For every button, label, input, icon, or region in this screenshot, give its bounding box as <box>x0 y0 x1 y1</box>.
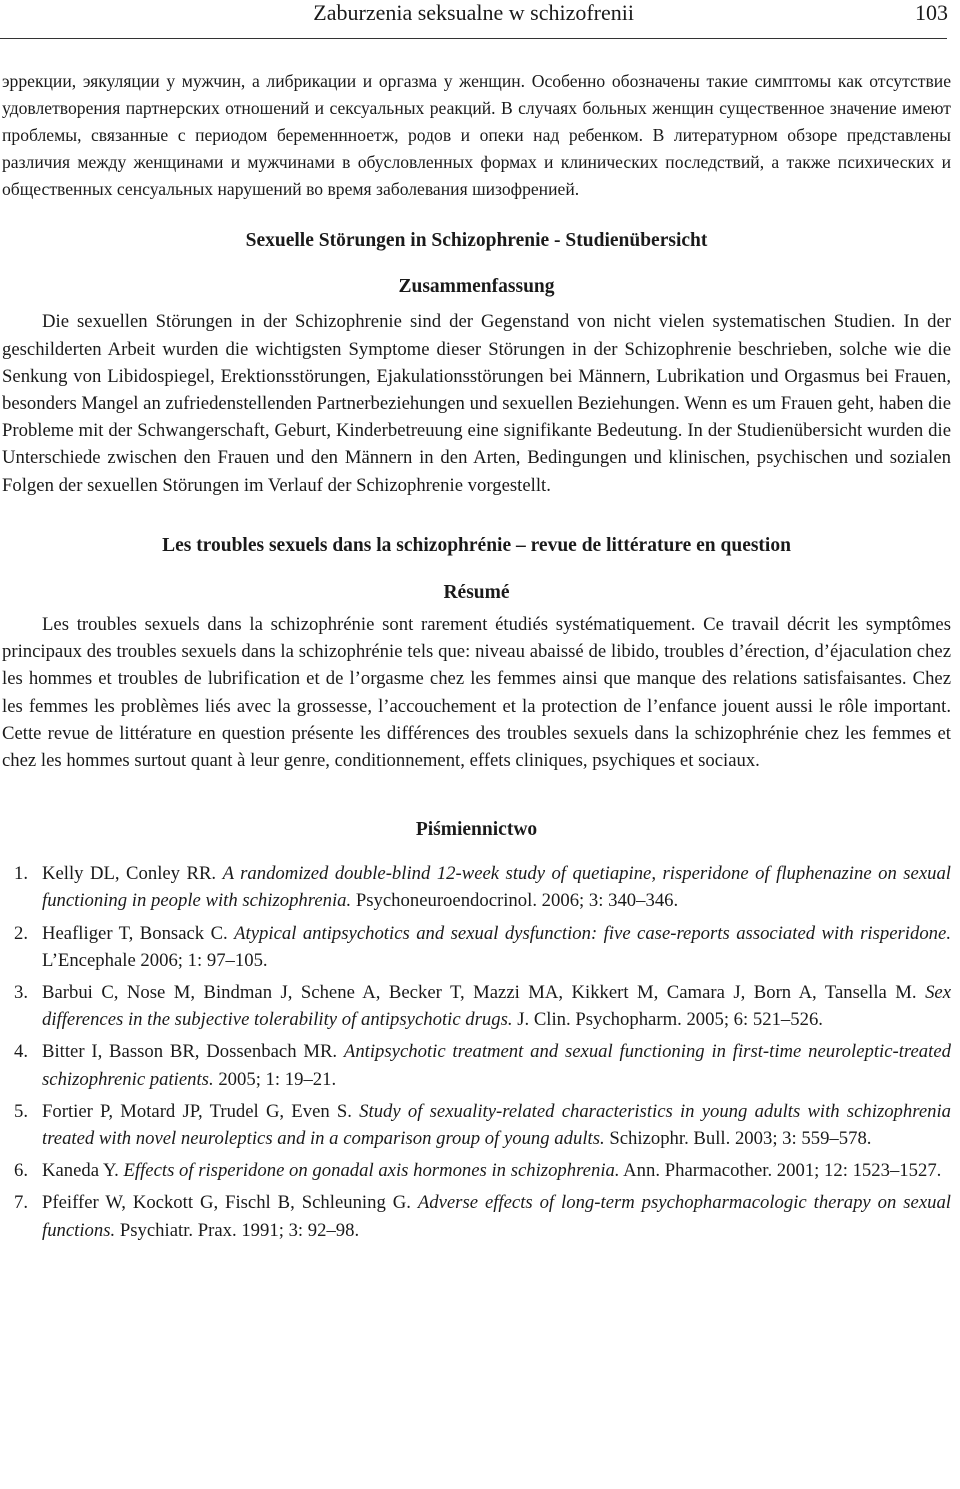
header-rule <box>0 38 947 39</box>
reference-number: 6. <box>14 1160 29 1182</box>
reference-title: Effects of risperidone on gonadal axis hormones in schizophrenia. <box>123 1160 620 1182</box>
german-summary-subtitle: Zusammenfassung <box>398 276 555 298</box>
reference-number: 7. <box>14 1192 29 1214</box>
reference-authors: Kaneda Y. <box>42 1160 124 1182</box>
reference-item <box>2 920 951 974</box>
page-content <box>2 68 951 1249</box>
reference-item <box>2 1189 951 1243</box>
reference-title: Study of sexuality-related characteristics in young adults with schizophrenia treated with novel neuroleptics and in a comparison group of young adults. <box>42 1100 952 1149</box>
reference-title: Adverse effects of long-term psychopharmacologic therapy on sexual functions. <box>42 1192 951 1241</box>
reference-title: Sex differences in the subjective tolerability of antipsychotic drugs. <box>42 981 951 1031</box>
reference-authors: Pfeiffer W, Kockott G, Fischl B, Schleuning G. <box>42 1192 418 1214</box>
reference-title: A randomized double-blind 12-week study of quetiapine, risperidone of fluphenazine on sexual functioning in people with schizophrenia. <box>42 863 952 912</box>
russian-summary-continuation: эррекции, эякуляции у мужчин, а либрикации и оргазма у женщин. Особенно обозначены такие симптомы как отсутствие удовлетворения партнерских отношений и сексуальных реакций. В случаях больных женщин существенное значение имеют проблемы, связанные с периодом беременнноетж, родов и опеки над ребенком. В литературном обзоре представлены различия между женщинами и мужчинами в обусловленных формах и клинических последствий, а также психических и общественных сенсуальных нарушений во время заболевания шизофренией. <box>2 71 951 200</box>
reference-source: Psychiatr. Prax. 1991; 3: 92–98. <box>115 1219 360 1241</box>
reference-number: 1. <box>14 863 29 885</box>
reference-source: 2005; 1: 19–21. <box>213 1068 337 1090</box>
reference-title: Antipsychotic treatment and sexual functioning in first-time neuroleptic-treated schizophrenic patients. <box>42 1041 951 1090</box>
reference-authors: Fortier P, Motard JP, Trudel G, Even S. <box>42 1100 360 1122</box>
french-summary-subtitle: Résumé <box>443 581 510 603</box>
reference-source: Psychoneuroendocrinol. 2006; 3: 340–346. <box>351 890 679 912</box>
french-summary-title: Les troubles sexuels dans la schizophrénie – revue de littérature en question <box>162 534 791 556</box>
reference-list <box>2 860 951 1244</box>
german-summary-body: Die sexuellen Störungen in der Schizophrenie sind der Gegenstand von nicht vielen systematischen Studien. In der geschilderten Arbeit wurden die wichtigsten Symptome dieser Störungen in der Schizophrenie beschrieben, solche wie die Senkung von Libidospiegel, Erektionsstörungen, Ejakulationsstörungen bei Männern, Lubrikation und Orgasmus bei Frauen, besonders Mangel an zufriedenstellenden Partnerbeziehungen und sexuellen Beziehungen. Wenn es um Frauen geht, haben die Probleme mit der Schwangerschaft, Geburt, Kinderbetreuung eine signifikante Bedeutung. In der Studienübersicht wurden die Unterschiede zwischen den Frauen und den Männern in den Arten, Bedingungen und klinischen, psychischen und sozialen Folgen der sexuellen Störungen im Verlauf der Schizophrenie vorgestellt. <box>2 311 951 496</box>
reference-authors: Bitter I, Basson BR, Dossenbach MR. <box>42 1041 344 1063</box>
page-number: 103 <box>915 0 948 25</box>
reference-number: 4. <box>14 1041 29 1063</box>
reference-source: Schizophr. Bull. 2003; 3: 559–578. <box>604 1127 872 1149</box>
reference-number: 3. <box>14 981 29 1003</box>
reference-source: Ann. Pharmacother. 2001; 12: 1523–1527. <box>619 1160 942 1182</box>
reference-item <box>2 1098 951 1152</box>
reference-source: J. Clin. Psychopharm. 2005; 6: 521–526. <box>512 1009 823 1031</box>
reference-item <box>2 860 951 914</box>
reference-number: 2. <box>14 922 29 944</box>
french-summary-body: Les troubles sexuels dans la schizophrénie sont rarement étudiés systématiquement. Ce travail décrit les symptômes principaux des troubles sexuels dans la schizophrénie tels que: niveau abaissé de libido, troubles d’érection, d’éjaculation chez les hommes et troubles de lubrification et de l’orgasme chez les femmes ainsi que manque des relations satisfaisantes. Chez les femmes les problèmes liés avec la grossesse, l’accouchement et la protection de l’enfance jouent aussi le rôle important. Cette revue de littérature en question présente les différences des troubles sexuels dans la schizophrénie chez les femmes et chez les hommes surtout quant à leur genre, conditionnement, effets cliniques, psychiques et sociaux. <box>2 613 951 771</box>
reference-authors: Barbui C, Nose M, Bindman J, Schene A, Becker T, Mazzi MA, Kikkert M, Camara J, Born A, Tansella M. <box>42 981 926 1003</box>
reference-authors: Heafliger T, Bonsack C. <box>42 922 235 944</box>
reference-item <box>2 1038 951 1092</box>
german-summary-title: Sexuelle Störungen in Schizophrenie - Studienübersicht <box>245 230 708 252</box>
reference-authors: Kelly DL, Conley RR. <box>42 863 223 885</box>
reference-number: 5. <box>14 1100 29 1122</box>
running-title: Zaburzenia seksualne w schizofrenii <box>313 0 634 25</box>
reference-item <box>2 1157 951 1184</box>
reference-source: L’Encephale 2006; 1: 97–105. <box>42 949 268 971</box>
running-head <box>0 0 960 40</box>
reference-title: Atypical antipsychotics and sexual dysfunction: five case-reports associated with risperidone. <box>234 922 951 944</box>
reference-item <box>2 979 951 1033</box>
references-heading: Piśmiennictwo <box>415 819 538 841</box>
